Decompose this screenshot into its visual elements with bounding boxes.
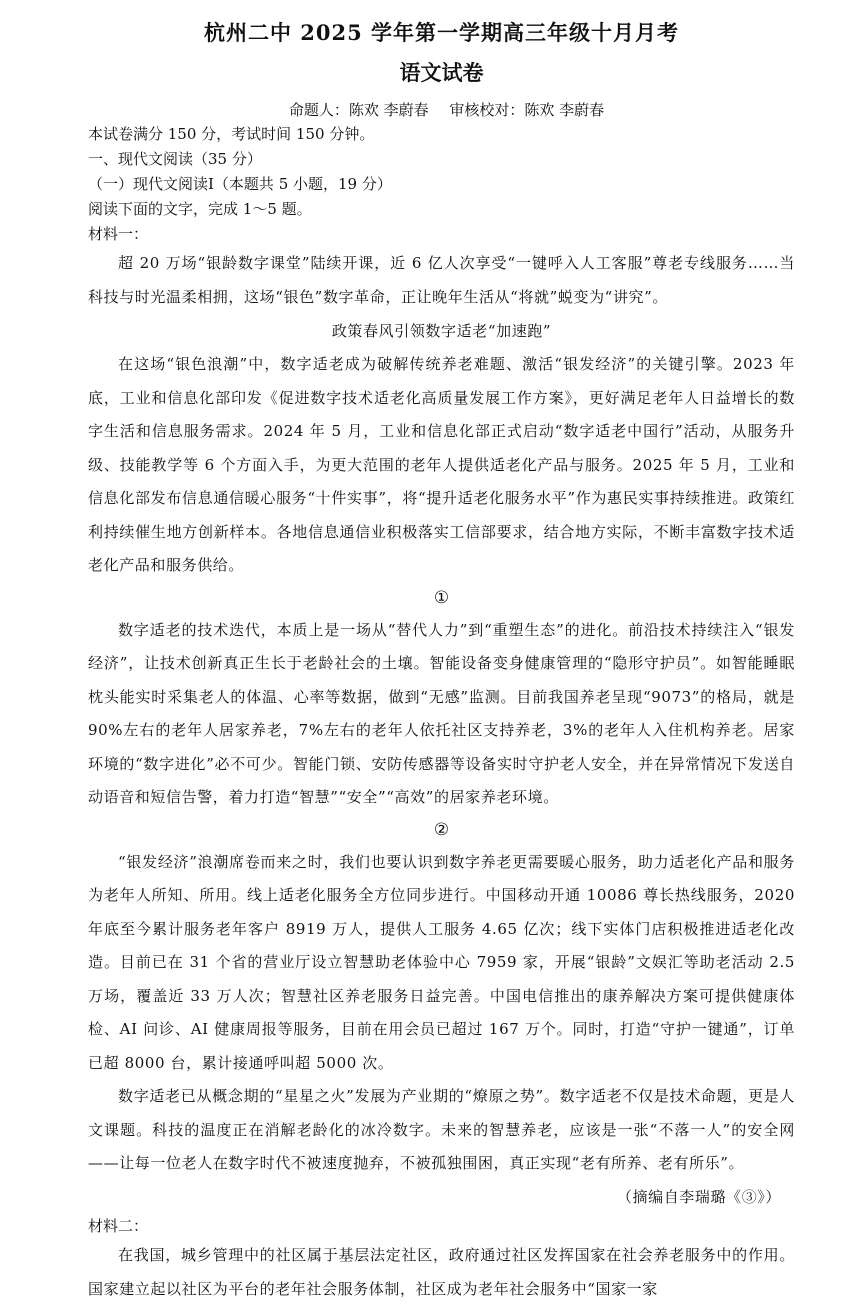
- instruction: 阅读下面的文字，完成 1～5 题。: [88, 200, 312, 218]
- material2-paragraph-1: 在我国，城乡管理中的社区属于基层法定社区，政府通过社区发挥国家在社会养老服务中的作用。国家建立起以社区为平台的老年社会服务体制，社区成为老年社会服务中“国家一家: [88, 1246, 795, 1298]
- reviewer-label: 审核校对：陈欢 李蔚春: [449, 101, 605, 119]
- material1-paragraph-4: “银发经济”浪潮席卷而来之时，我们也要认识到数字养老更需要暖心服务，助力适老化产品和服务为老年人所知、所用。线上适老化服务全方位同步进行。中国移动开通 10086 尊长热线服务，2020 年底至今累计服务老年客户 8919 万人，提供人工服务 4.65 亿次；线下实体门店积极推进适老化改造。目前已在 31 个省的营业厅设立智慧助老体验中心 7959 家，开展“银龄”文娱汇等助老活动 2.5 万场，覆盖近 33 万人次；智慧社区养老服务日益完善。中国电信推出的康养解决方案可提供健康体检、AI 问诊、AI 健康周报等服务，目前在用会员已超过 167 万个。同时，打造“守护一键通”，订单已超 8000 台，累计接通呼叫超 5000 次。: [88, 852, 795, 1072]
- section-marker-1: ①: [433, 587, 450, 608]
- material1-heading: 政策春风引领数字适老“加速跑”: [331, 322, 552, 340]
- exam-title: 杭州二中 2025 学年第一学期高三年级十月月考: [203, 20, 680, 45]
- section-heading: 一、现代文阅读（35 分）: [88, 150, 262, 168]
- setter-label: 命题人：陈欢 李蔚春: [288, 101, 429, 119]
- material1-paragraph-1: 超 20 万场“银龄数字课堂”陆续开课，近 6 亿人次享受“一键呼入人工客服”尊老专线服务……当科技与时光温柔相拥，这场“银色”数字革命，正让晚年生活从“将就”蜕变为“讲究”。: [88, 254, 795, 306]
- material1-source: （摘编自李瑞璐《③》）: [616, 1187, 781, 1206]
- subsection-heading: （一）现代文阅读Ⅰ（本题共 5 小题，19 分）: [88, 175, 392, 193]
- authors-line: [88, 100, 795, 120]
- material1-paragraph-3: 数字适老的技术迭代，本质上是一场从“替代人力”到“重塑生态”的进化。前沿技术持续注入“银发经济”，让技术创新真正生长于老龄社会的土壤。智能设备变身健康管理的“隐形守护员”。如智能睡眠枕头能实时采集老人的体温、心率等数据，做到“无感”监测。目前我国养老呈现“9073”的格局，就是 90%左右的老年人居家养老，7%左右的老年人依托社区支持养老，3%的老年人入住机构养老。居家环境的“数字进化”必不可少。智能门锁、安防传感器等设备实时守护老人安全，并在异常情况下发送自动语音和短信告警，着力打造“智慧”“安全”“高效”的居家养老环境。: [88, 620, 795, 806]
- section-marker-2: ②: [433, 819, 450, 840]
- material1-label: 材料一：: [88, 225, 149, 243]
- material1-paragraph-5: 数字适老已从概念期的“星星之火”发展为产业期的“燎原之势”。数字适老不仅是技术命题，更是人文课题。科技的温度正在消解老龄化的冰冷数字。未来的智慧养老，应该是一张“不落一人”的安全网——让每一位老人在数字时代不被速度抛弃，不被孤独围困，真正实现“老有所养、老有所乐”。: [88, 1087, 795, 1172]
- material2-label: 材料二：: [88, 1217, 149, 1235]
- material1-paragraph-2: 在这场“银色浪潮”中，数字适老成为破解传统养老难题、激活“银发经济”的关键引擎。2023 年底，工业和信息化部印发《促进数字技术适老化高质量发展工作方案》，更好满足老年人日益增长的数字生活和信息服务需求。2024 年 5 月，工业和信息化部正式启动“数字适老中国行”活动，从服务升级、技能教学等 6 个方面入手，为更大范围的老年人提供适老化产品与服务。2025 年 5 月，工业和信息化部发布信息通信暖心服务“十件实事”，将“提升适老化服务水平”作为惠民实事持续推进。政策红利持续催生地方创新样本。各地信息通信业积极落实工信部要求，结合地方实际，不断丰富数字技术适老化产品和服务供给。: [88, 355, 795, 574]
- exam-subtitle: 语文试卷: [399, 60, 484, 85]
- exam-info: 本试卷满分 150 分，考试时间 150 分钟。: [88, 125, 375, 143]
